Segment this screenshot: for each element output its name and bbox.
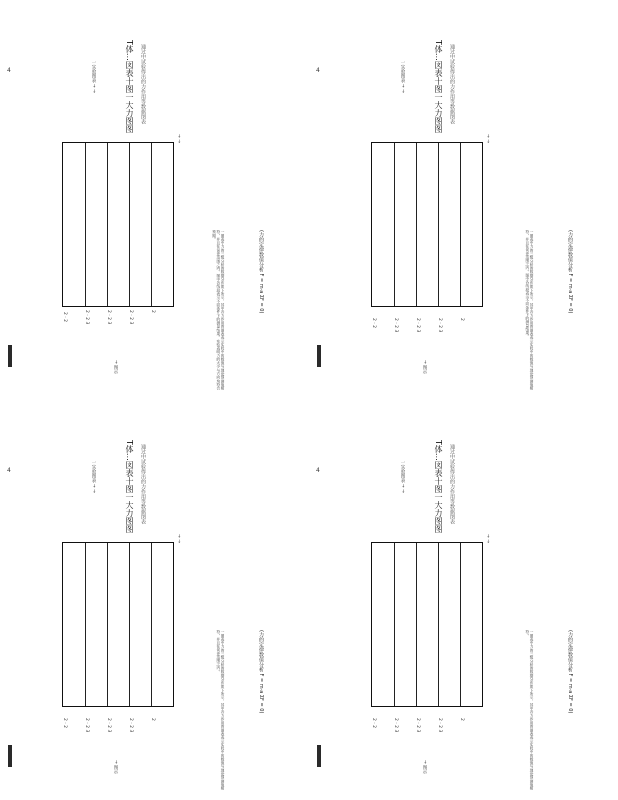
x-axis-label: → → — [485, 534, 490, 543]
chart-box — [62, 142, 174, 307]
page-marker: 4 — [7, 467, 11, 474]
chart-grid-line — [416, 143, 417, 306]
y-tick: 2 — [150, 310, 155, 313]
y-tick: 2 · 2 3 — [415, 718, 420, 733]
chart-box — [62, 542, 174, 707]
figure-caption: 一实验图表 → → — [400, 460, 405, 493]
section-heading: T体…図表十图一大力图图 — [434, 40, 443, 133]
body-paragraph: 一图表中力的三级分析的数据分布如下所示，其中各力作用的图表表示实验中的数值与理论预测值相符，并且在误差范围之内。图中各线段表示不同条件下的测量结果。 — [525, 230, 534, 390]
y-tick: 2 · 2 3 — [106, 718, 111, 733]
page-4 — [309, 400, 618, 800]
formula-line: (力的定律数值分析 F = m·a ΣF = 0) — [567, 230, 573, 314]
x-axis-label: → → — [176, 134, 181, 143]
chart-grid-line — [394, 143, 395, 306]
chart-grid-line — [129, 143, 130, 306]
y-tick: 2 · 2 3 — [437, 718, 442, 733]
y-tick: 2 — [459, 718, 464, 721]
y-tick: 2 · 2 3 — [437, 318, 442, 333]
y-tick: 2 · 2 3 — [393, 318, 398, 333]
x-axis-label: → → — [485, 134, 490, 143]
figure-caption: 一实验图表 → → — [91, 460, 96, 493]
section-heading: T体…図表十图一大力图图 — [434, 440, 443, 533]
page-2 — [309, 0, 618, 400]
page-footer-bar — [8, 345, 12, 367]
chart-grid-line — [151, 543, 152, 706]
section-heading: T体…図表十图一大力图图 — [125, 440, 134, 533]
chart-box — [371, 542, 483, 707]
formula-line: (力的定律数值分析 F = m·a ΣF = 0) — [258, 230, 264, 314]
page-3 — [0, 400, 309, 800]
y-tick: 2 — [459, 318, 464, 321]
y-tick: 2 · 2 3 — [84, 310, 89, 325]
formula-line: (力的定律数值分析 F = m·a ΣF = 0) — [567, 630, 573, 714]
section-subheading: 通过中试验得出的力作用等数据图表 — [449, 444, 455, 524]
page-marker: 4 — [316, 467, 320, 474]
chart-grid-line — [107, 143, 108, 306]
page-1 — [0, 0, 309, 400]
y-tick: 2 · 2 3 — [106, 310, 111, 325]
figure-caption: 一实验图表 → → — [400, 60, 405, 93]
section-subheading: 通过中试验得出的力作用等数据图表 — [449, 44, 455, 124]
body-paragraph: 一图表中力的三级分析的数据分布如下所示，其中各力作用的图表表示实验中的数值与理论预测值相符。 — [525, 630, 534, 790]
y-tick: 2 · 2 — [371, 318, 376, 329]
chart-grid-line — [460, 543, 461, 706]
section-subheading: 通过中试验得出的力作用等数据图表 — [140, 444, 146, 524]
left-axis-label: → 图示 — [113, 360, 118, 375]
section-subheading: 通过中试验得出的力作用等数据图表 — [140, 44, 146, 124]
y-tick: 2 · 2 3 — [128, 718, 133, 733]
chart-grid-line — [85, 543, 86, 706]
chart-grid-line — [460, 143, 461, 306]
y-tick: 2 · 2 — [62, 312, 67, 323]
body-paragraph: 一图表中力的三级分析的数据分布如下所示，其中各力作用的图表表示实验中的数值与理论预测值相符，并且在误差范围之内。图中各线段表示不同条件下的测量结果。实验表明力的大小与方向均符合预期。 — [212, 230, 225, 390]
left-axis-label: → 图示 — [422, 360, 427, 375]
body-paragraph: 一图表中力的三级分析的数据分布如下所示，其中各力作用的图表表示实验中的数值与理论预测值相符，并且在误差范围之内。 — [216, 630, 225, 790]
chart-grid-line — [438, 143, 439, 306]
page-footer-bar — [317, 745, 321, 767]
chart-grid-line — [416, 543, 417, 706]
chart-grid-line — [438, 543, 439, 706]
chart-box — [371, 142, 483, 307]
chart-grid-line — [394, 543, 395, 706]
chart-grid-line — [107, 543, 108, 706]
y-tick: 2 · 2 3 — [128, 310, 133, 325]
formula-line: (力的定律数值分析 F = m·a ΣF = 0) — [258, 630, 264, 714]
chart-grid-line — [85, 143, 86, 306]
y-tick: 2 · 2 3 — [415, 318, 420, 333]
y-tick: 2 · 2 — [62, 718, 67, 729]
page-footer-bar — [317, 345, 321, 367]
chart-grid-line — [129, 543, 130, 706]
left-axis-label: → 图示 — [113, 760, 118, 775]
chart-grid-line — [151, 143, 152, 306]
y-tick: 2 — [150, 718, 155, 721]
section-heading: T体…図表十图一大力图图 — [125, 40, 134, 133]
y-tick: 2 · 2 — [371, 718, 376, 729]
figure-caption: 一实验图表 → → — [91, 60, 96, 93]
x-axis-label: → → — [176, 534, 181, 543]
page-footer-bar — [8, 745, 12, 767]
y-tick: 2 · 2 3 — [393, 718, 398, 733]
page-marker: 4 — [316, 67, 320, 74]
y-tick: 2 · 2 3 — [84, 718, 89, 733]
page-marker: 4 — [7, 67, 11, 74]
left-axis-label: → 图示 — [422, 760, 427, 775]
